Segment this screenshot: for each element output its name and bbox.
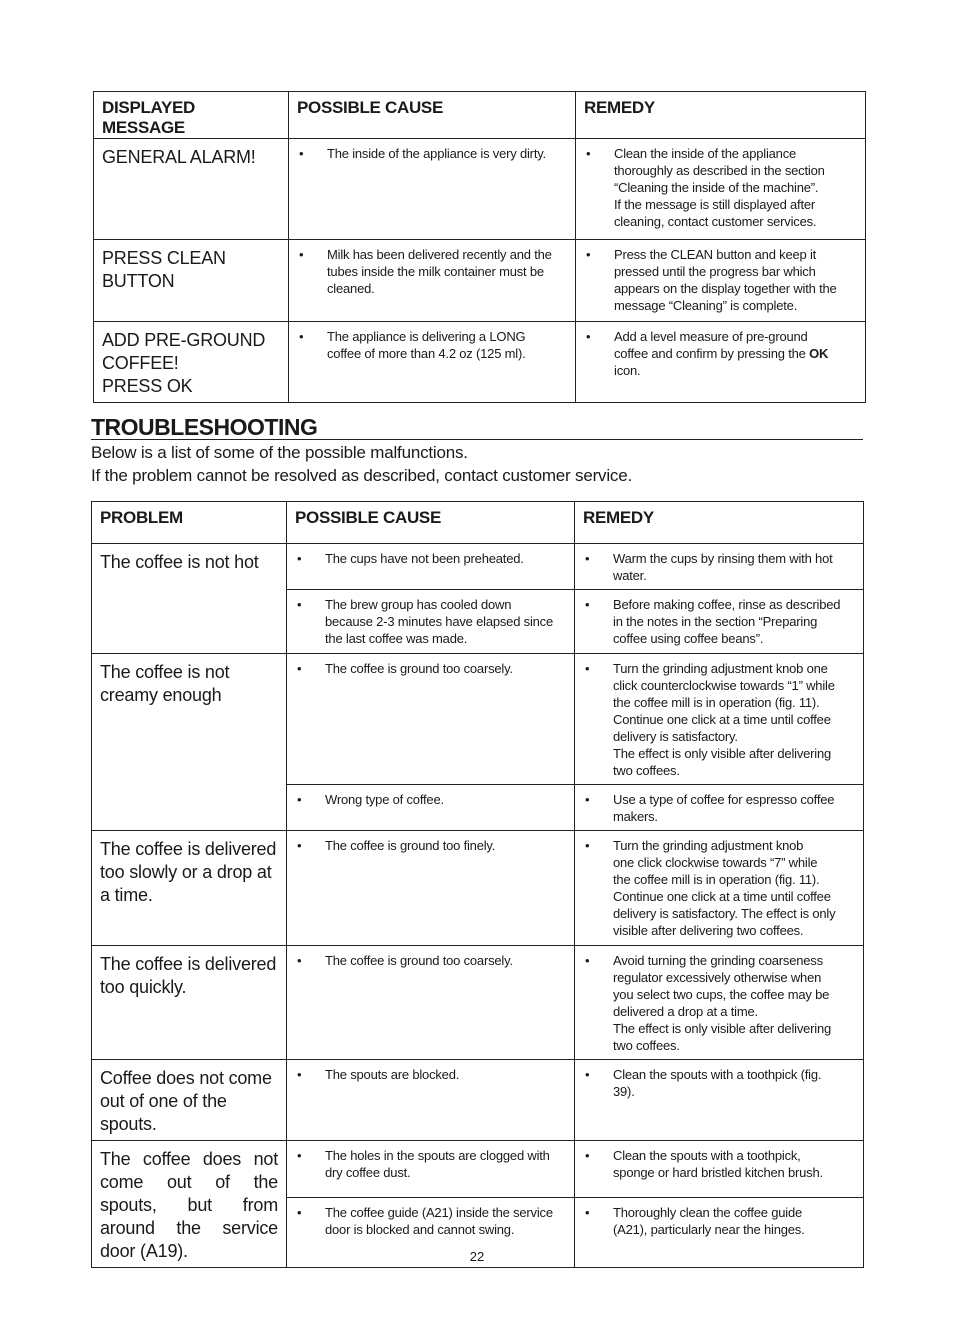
bullet-item [295,1204,566,1238]
message-line: PRESS CLEAN [102,248,226,268]
table-row [92,831,864,946]
bullet-icon: • [297,661,302,676]
bullet-icon: • [586,329,591,344]
table-row [92,654,864,785]
table-header-row [94,92,866,139]
header-displayed-message: DISPLAYED MESSAGE [94,92,289,139]
remedy-line: coffee using coffee beans”. [613,631,764,646]
remedy-line: in the notes in the section “Preparing [613,614,818,629]
bullet-icon: • [585,1205,590,1221]
bullet-item [295,1147,566,1181]
problem-cell: The coffee is not creamy enough [92,654,287,831]
cause-line: Milk has been delivered recently and the [327,247,552,262]
bullet-icon: • [585,597,590,612]
bullet-item [584,328,857,379]
cause-line: cleaned. [327,281,375,296]
remedy-line: Clean the inside of the appliance [614,146,797,161]
bullet-icon: • [585,551,590,566]
cause-line: The coffee is ground too finely. [325,838,496,853]
bullet-item [583,837,855,939]
remedy-line: pressed until the progress bar which [614,264,816,279]
remedy-line: Continue one click at a time until coffee [613,889,831,904]
remedy-line: Warm the cups by rinsing them with hot [613,551,833,566]
possible-cause-cell [287,946,575,1060]
bullet-item [295,952,566,969]
table-header-row [92,502,864,544]
table-row [94,240,866,322]
remedy-line: If the message is still displayed after [614,197,816,212]
remedy-line: one click clockwise towards “7” while [613,855,818,870]
header-remedy: REMEDY [576,92,866,139]
cause-line: coffee of more than 4.2 oz (125 ml). [327,346,526,361]
problem-cell: The coffee is delivered too quickly. [92,946,287,1060]
bullet-icon: • [297,792,302,807]
remedy-line: makers. [613,809,658,824]
remedy-line: Turn the grinding adjustment knob [613,838,804,853]
remedy-line: visible after delivering two coffees. [613,923,804,938]
remedy-line: Clean the spouts with a toothpick, [613,1148,801,1163]
possible-cause-cell [289,322,576,403]
remedy-cell [575,654,864,785]
remedy-line: click counterclockwise towards “1” while [613,678,835,693]
bullet-item [584,246,857,314]
bullet-item [295,596,566,647]
bullet-item [295,660,566,677]
header-possible-cause: POSSIBLE CAUSE [287,502,575,544]
bullet-icon: • [297,1205,302,1221]
remedy-line: Turn the grinding adjustment knob one [613,661,828,676]
bullet-icon: • [297,1148,302,1163]
bullet-item [583,791,855,825]
possible-cause-cell [287,544,575,590]
remedy-line: The effect is only visible after delivering [613,746,832,761]
remedy-line: Press the CLEAN button and keep it [614,247,817,262]
remedy-line: Use a type of coffee for espresso coffee [613,792,835,807]
remedy-line: Add a level measure of pre-ground [614,329,808,344]
remedy-line: icon. [614,363,641,378]
cause-line: The appliance is delivering a LONG [327,329,526,344]
cause-line: dry coffee dust. [325,1165,411,1180]
table-row [92,1060,864,1141]
remedy-line [614,345,857,362]
remedy-line: Continue one click at a time until coffee [613,712,831,727]
cause-line: The cups have not been preheated. [325,551,524,566]
bullet-icon: • [299,146,304,161]
alarm-message-table [93,91,866,403]
message-line: PRESS OK [102,376,193,396]
bullet-icon: • [585,661,590,676]
remedy-cell [576,322,866,403]
bullet-icon: • [297,953,302,968]
remedy-cell [576,139,866,240]
remedy-line: the coffee mill is in operation (fig. 11). [613,872,820,887]
remedy-line: water. [613,568,647,583]
header-problem: PROBLEM [92,502,287,544]
cause-line: The coffee guide (A21) inside the service [325,1205,553,1221]
bullet-icon: • [585,953,590,968]
displayed-message-cell [94,139,289,240]
remedy-line: (A21), particularly near the hinges. [613,1222,805,1238]
displayed-message-cell [94,322,289,403]
bullet-item [583,1066,855,1100]
cause-line: Wrong type of coffee. [325,792,444,807]
table-row [94,139,866,240]
possible-cause-cell [287,785,575,831]
section-title: TROUBLESHOOTING [91,414,863,440]
bullet-item [583,660,855,779]
bullet-icon: • [297,1067,302,1082]
remedy-cell [575,1060,864,1141]
intro-text: If the problem cannot be resolved as described, contact customer service. [91,466,633,485]
cause-line: The inside of the appliance is very dirty. [327,146,546,161]
message-line: ADD PRE-GROUND [102,330,266,350]
bullet-item [583,952,855,1054]
remedy-line: The effect is only visible after delivering [613,1021,832,1036]
bullet-icon: • [586,146,591,161]
remedy-line: delivery is satisfactory. [613,729,738,744]
bullet-item [295,1066,566,1083]
remedy-line: “Cleaning the inside of the machine”. [614,180,819,195]
bullet-icon: • [585,792,590,807]
remedy-line: sponge or hard bristled kitchen brush. [613,1165,823,1180]
bullet-item [297,328,567,362]
bullet-icon: • [297,597,302,612]
bullet-icon: • [299,329,304,344]
message-line: GENERAL ALARM! [102,147,256,167]
message-line: COFFEE! [102,353,179,373]
bullet-item [584,145,857,230]
remedy-line: 39). [613,1084,635,1099]
ok-keyword: OK [809,346,829,361]
bullet-icon: • [585,838,590,853]
bullet-icon: • [297,838,302,853]
bullet-icon: • [585,1067,590,1082]
remedy-line: Clean the spouts with a toothpick (fig. [613,1067,822,1082]
remedy-cell [575,831,864,946]
remedy-cell [575,946,864,1060]
possible-cause-cell [289,139,576,240]
message-line: BUTTON [102,271,175,291]
remedy-cell [575,590,864,654]
cause-line: the last coffee was made. [325,631,468,646]
cause-line: The coffee is ground too coarsely. [325,953,513,968]
bullet-item [583,550,855,584]
header-remedy: REMEDY [575,502,864,544]
remedy-line: you select two cups, the coffee may be [613,987,830,1002]
possible-cause-cell [287,1060,575,1141]
remedy-line: two coffees. [613,1038,680,1053]
remedy-line: delivered a drop at a time. [613,1004,758,1019]
problem-cell: Coffee does not come out of one of the spouts. [92,1060,287,1141]
table-row [92,946,864,1060]
possible-cause-cell [287,654,575,785]
possible-cause-cell [287,1141,575,1198]
cause-line: because 2-3 minutes have elapsed since [325,614,553,629]
problem-cell: The coffee does not come out of the spouts, but from around the service door (A19). [92,1141,287,1268]
remedy-cell [575,1141,864,1198]
bullet-icon: • [585,1148,590,1163]
problem-cell: The coffee is delivered too slowly or a drop at a time. [92,831,287,946]
remedy-line: message “Cleaning” is complete. [614,298,798,313]
bullet-icon: • [299,247,304,262]
cause-line: tubes inside the milk container must be [327,264,544,279]
possible-cause-cell [289,240,576,322]
possible-cause-cell [287,831,575,946]
table-row [92,544,864,590]
bullet-item [583,596,855,647]
bullet-item [297,145,567,162]
remedy-cell [576,240,866,322]
bullet-icon: • [297,551,302,566]
cause-line: The spouts are blocked. [325,1067,460,1082]
cause-line: The holes in the spouts are clogged with [325,1148,550,1163]
table-row [92,1141,864,1198]
remedy-line: Before making coffee, rinse as described [613,597,841,612]
bullet-item [295,550,566,567]
remedy-line: thoroughly as described in the section [614,163,825,178]
remedy-line: cleaning, contact customer services. [614,214,817,229]
cause-line: The brew group has cooled down [325,597,512,612]
problem-cell: The coffee is not hot [92,544,287,654]
bullet-item [583,1204,855,1238]
remedy-line: Avoid turning the grinding coarseness [613,953,823,968]
bullet-item [583,1147,855,1181]
bullet-item [295,837,566,854]
troubleshooting-table [91,501,864,1268]
cause-line: The coffee is ground too coarsely. [325,661,513,676]
header-possible-cause: POSSIBLE CAUSE [289,92,576,139]
remedy-line: the coffee mill is in operation (fig. 11). [613,695,820,710]
remedy-line: regulator excessively otherwise when [613,970,822,985]
bullet-item [295,791,566,808]
remedy-cell [575,544,864,590]
remedy-line: appears on the display together with the [614,281,837,296]
remedy-line: Thoroughly clean the coffee guide [613,1205,803,1221]
remedy-line: delivery is satisfactory. The effect is only [613,906,836,921]
page-number: 22 [469,1249,485,1264]
displayed-message-cell [94,240,289,322]
bullet-item [297,246,567,297]
remedy-cell [575,785,864,831]
cause-line: door is blocked and cannot swing. [325,1222,515,1238]
bullet-icon: • [586,247,591,262]
table-row [94,322,866,403]
remedy-text: coffee and confirm by pressing the [614,346,810,361]
possible-cause-cell [287,590,575,654]
intro-text: Below is a list of some of the possible malfunctions. [91,443,468,462]
remedy-line: two coffees. [613,763,680,778]
